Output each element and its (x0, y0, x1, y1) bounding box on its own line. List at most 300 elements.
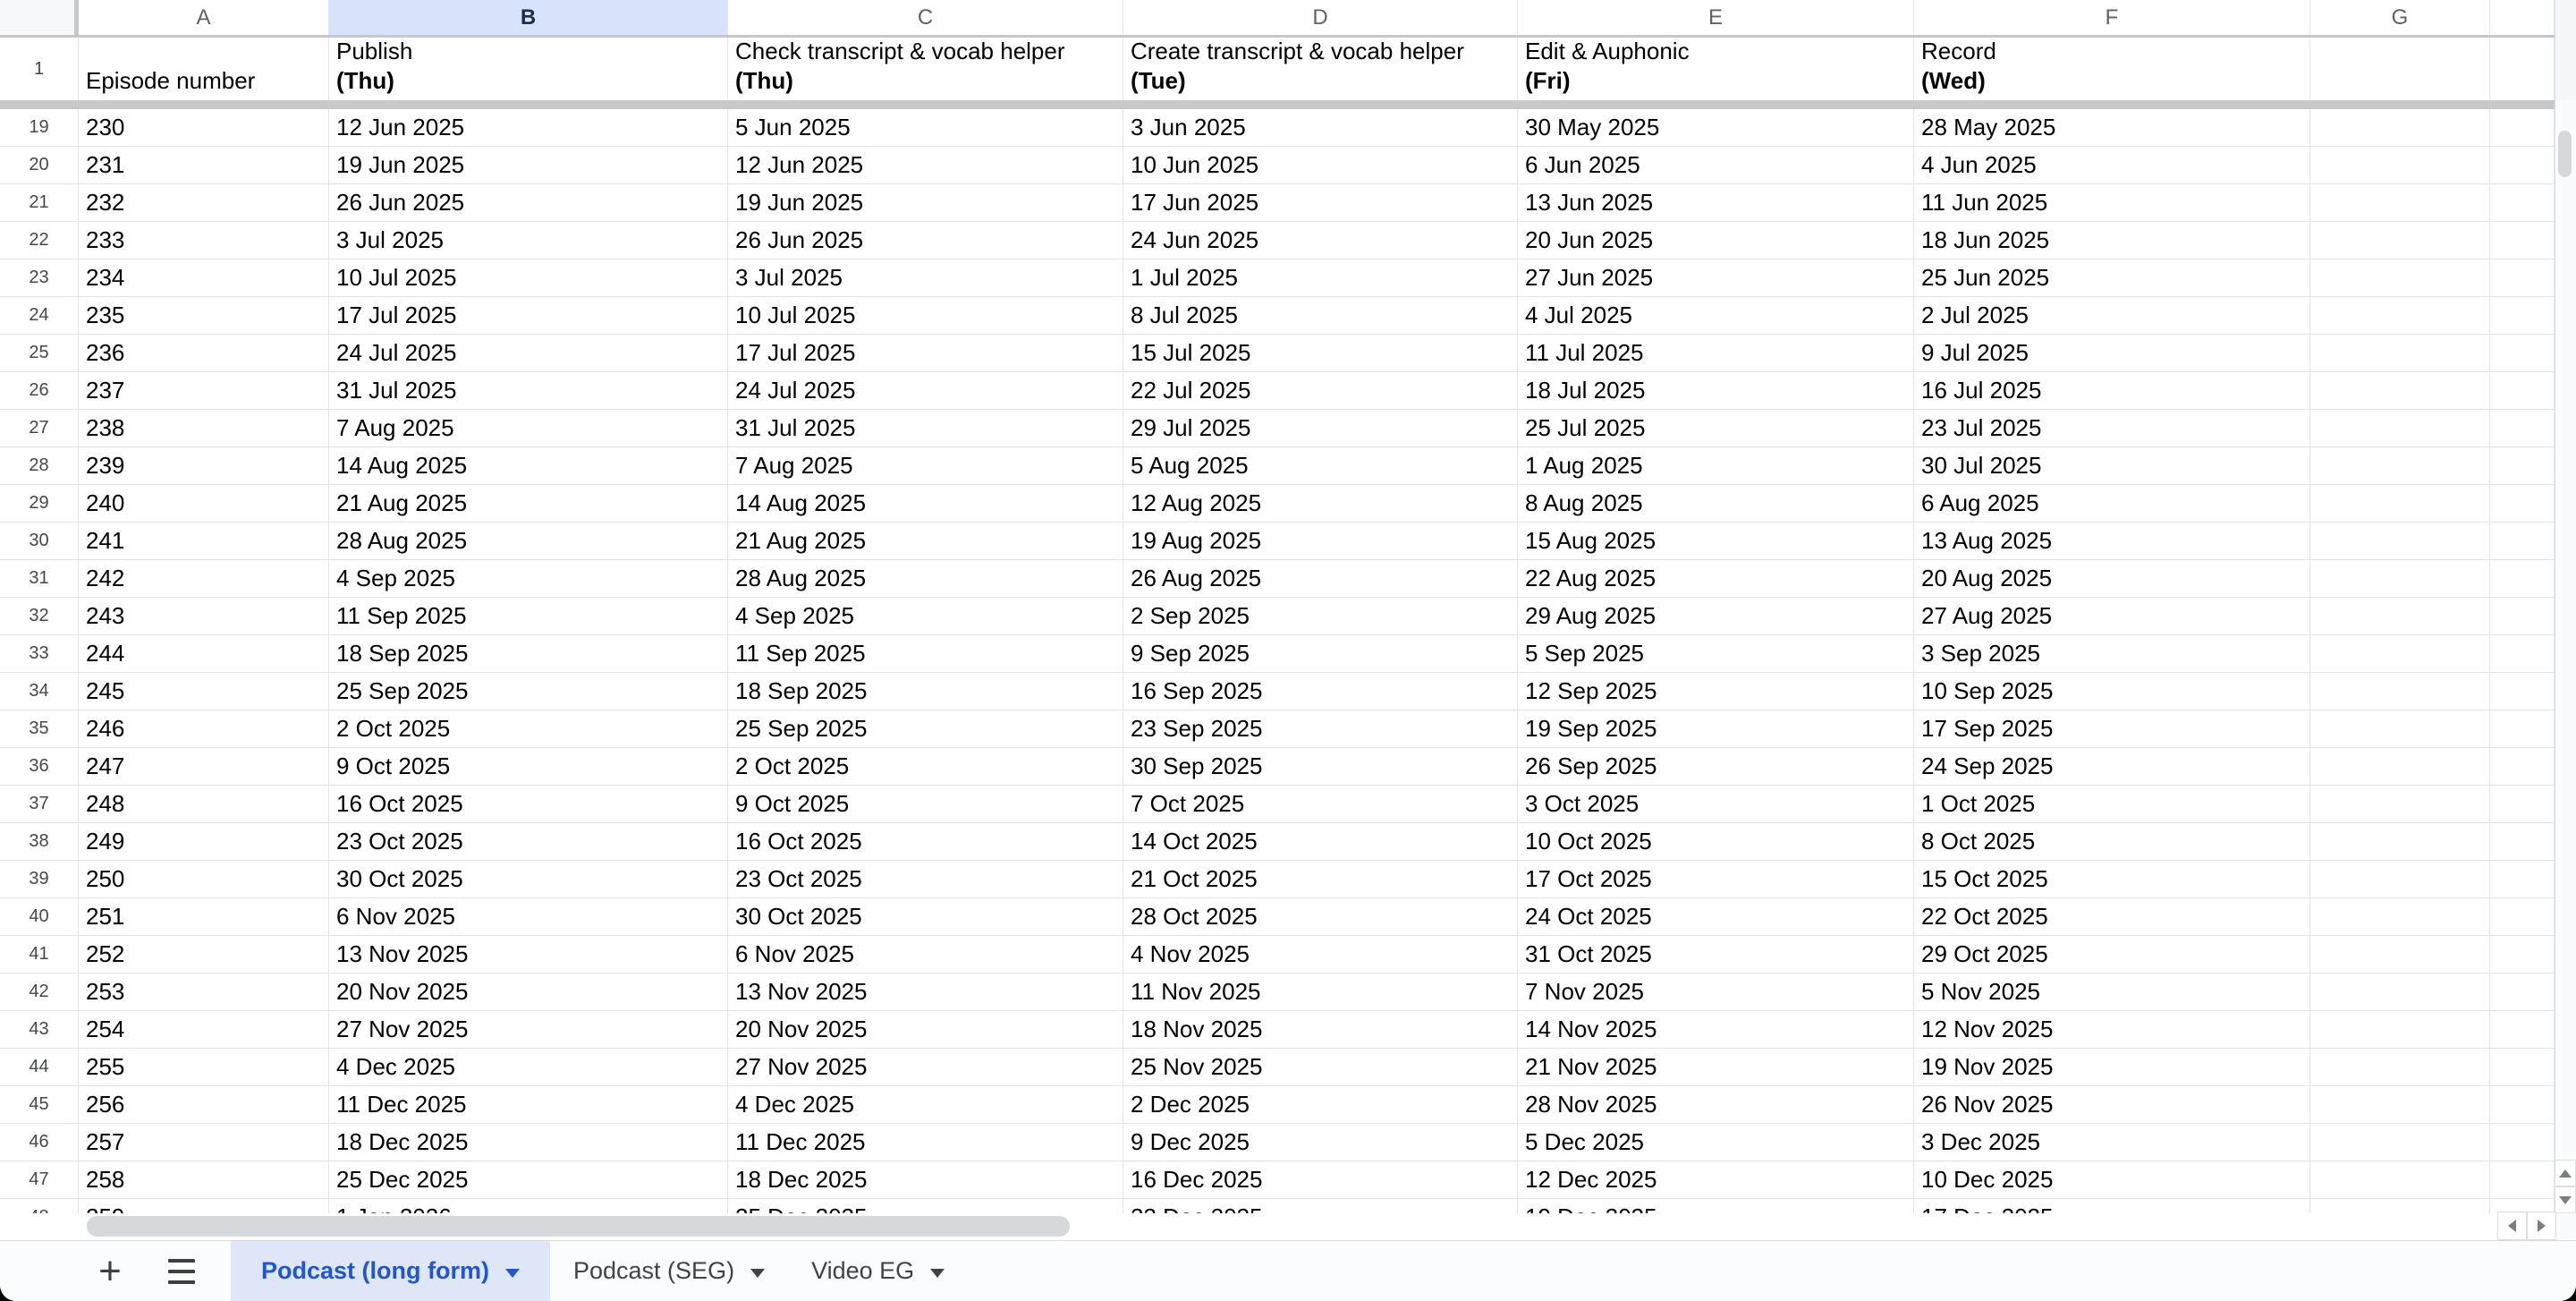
cell[interactable]: 16 Oct 2025 (728, 823, 1123, 861)
cell[interactable]: 24 Jul 2025 (329, 335, 728, 372)
caret-down-icon[interactable] (750, 1269, 765, 1278)
row-number[interactable]: 29 (0, 485, 79, 523)
row-number[interactable]: 42 (0, 974, 79, 1011)
cell[interactable]: 231 (79, 147, 329, 184)
cell[interactable]: 10 Jun 2025 (1123, 147, 1518, 184)
cell[interactable]: 30 Oct 2025 (329, 861, 728, 898)
cell[interactable]: 17 Jun 2025 (1123, 184, 1518, 222)
cell[interactable]: 3 Jul 2025 (329, 222, 728, 259)
cell[interactable] (2490, 372, 2555, 410)
cell[interactable]: 28 Nov 2025 (1518, 1086, 1914, 1124)
cell[interactable] (2310, 447, 2490, 485)
cell[interactable]: 22 Oct 2025 (1914, 898, 2310, 936)
cell[interactable]: 30 Oct 2025 (728, 898, 1123, 936)
cell[interactable]: 25 Dec 2025 (329, 1161, 728, 1199)
cell[interactable]: 14 Aug 2025 (728, 485, 1123, 523)
cell[interactable]: 2 Oct 2025 (329, 710, 728, 748)
cell[interactable] (2310, 523, 2490, 560)
cell[interactable]: 7 Aug 2025 (728, 447, 1123, 485)
cell[interactable]: 257 (79, 1124, 329, 1161)
cell[interactable]: 7 Aug 2025 (329, 410, 728, 447)
cell[interactable]: 17 Sep 2025 (1914, 710, 2310, 748)
cell[interactable]: 3 Jun 2025 (1123, 109, 1518, 147)
cell[interactable]: 25 Sep 2025 (329, 673, 728, 710)
cell[interactable] (2490, 1161, 2555, 1199)
cell[interactable]: 12 Sep 2025 (1518, 673, 1914, 710)
cell[interactable]: 17 Jul 2025 (329, 297, 728, 335)
cell[interactable]: 17 Oct 2025 (1518, 861, 1914, 898)
cell[interactable] (2490, 222, 2555, 259)
cell[interactable]: 236 (79, 335, 329, 372)
cell[interactable]: 31 Jul 2025 (728, 410, 1123, 447)
cell[interactable]: 258 (79, 1161, 329, 1199)
row-number[interactable]: 33 (0, 635, 79, 673)
cell[interactable]: 18 Dec 2025 (728, 1161, 1123, 1199)
cell[interactable]: 4 Jun 2025 (1914, 147, 2310, 184)
cell[interactable]: 2 Dec 2025 (1123, 1086, 1518, 1124)
column-header-E[interactable]: E (1518, 0, 1914, 35)
cell[interactable]: 245 (79, 673, 329, 710)
cell[interactable] (2310, 598, 2490, 635)
cell[interactable] (2310, 861, 2490, 898)
cell[interactable]: 3 Dec 2025 (1914, 1124, 2310, 1161)
cell[interactable]: 29 Oct 2025 (1914, 936, 2310, 974)
cell[interactable] (2490, 147, 2555, 184)
cell[interactable]: 17 Jul 2025 (728, 335, 1123, 372)
cell[interactable]: 250 (79, 861, 329, 898)
cell[interactable] (2310, 936, 2490, 974)
cell[interactable]: 1 Jul 2025 (1123, 259, 1518, 297)
cell[interactable] (2490, 1086, 2555, 1124)
cell[interactable]: 6 Nov 2025 (329, 898, 728, 936)
cell[interactable]: 3 Jul 2025 (728, 259, 1123, 297)
cell[interactable]: 8 Aug 2025 (1518, 485, 1914, 523)
sheet-tab-podcast-seg[interactable] (550, 1241, 788, 1301)
cell[interactable]: 22 Aug 2025 (1518, 560, 1914, 598)
cell[interactable] (2490, 898, 2555, 936)
row-number[interactable]: 26 (0, 372, 79, 410)
cell[interactable] (2490, 485, 2555, 523)
row-number[interactable]: 1 (0, 38, 79, 100)
row-number[interactable]: 21 (0, 184, 79, 222)
cell[interactable] (2490, 297, 2555, 335)
row-number[interactable]: 46 (0, 1124, 79, 1161)
cell[interactable]: 11 Jun 2025 (1914, 184, 2310, 222)
cell[interactable] (2490, 1011, 2555, 1049)
cell[interactable]: 20 Nov 2025 (728, 1011, 1123, 1049)
cell[interactable]: 10 Sep 2025 (1914, 673, 2310, 710)
cell[interactable]: 25 Jun 2025 (1914, 259, 2310, 297)
scroll-left-button[interactable] (2497, 1212, 2527, 1240)
cell[interactable] (2310, 673, 2490, 710)
sheet-tab-podcast-long-form[interactable] (231, 1241, 550, 1301)
cell[interactable] (2310, 1086, 2490, 1124)
cell[interactable] (2490, 974, 2555, 1011)
cell[interactable]: 12 Aug 2025 (1123, 485, 1518, 523)
cell[interactable]: 19 Jun 2025 (329, 147, 728, 184)
cell[interactable] (2490, 109, 2555, 147)
cell[interactable] (2490, 447, 2555, 485)
cell[interactable]: 12 Jun 2025 (329, 109, 728, 147)
row-number[interactable]: 44 (0, 1049, 79, 1086)
cell[interactable]: 247 (79, 748, 329, 786)
row-number[interactable]: 20 (0, 147, 79, 184)
cell[interactable] (2490, 598, 2555, 635)
cell[interactable]: 9 Sep 2025 (1123, 635, 1518, 673)
row-number[interactable]: 45 (0, 1086, 79, 1124)
row-number[interactable]: 39 (0, 861, 79, 898)
cell[interactable]: 8 Oct 2025 (1914, 823, 2310, 861)
column-header-A[interactable]: A (79, 0, 329, 35)
cell[interactable]: 10 Jul 2025 (329, 259, 728, 297)
cell[interactable]: 5 Sep 2025 (1518, 635, 1914, 673)
cell[interactable] (2310, 335, 2490, 372)
table-row (0, 635, 2555, 673)
cell[interactable]: 18 Sep 2025 (329, 635, 728, 673)
scroll-right-button[interactable] (2527, 1212, 2556, 1240)
cell[interactable] (2490, 259, 2555, 297)
cell[interactable]: 232 (79, 184, 329, 222)
cell[interactable] (2490, 861, 2555, 898)
cell[interactable]: 27 Aug 2025 (1914, 598, 2310, 635)
cell[interactable]: 13 Aug 2025 (1914, 523, 2310, 560)
cell[interactable] (2310, 898, 2490, 936)
cell[interactable]: 2 Oct 2025 (728, 748, 1123, 786)
cell[interactable]: 254 (79, 1011, 329, 1049)
cell[interactable]: 252 (79, 936, 329, 974)
cell[interactable]: 27 Nov 2025 (728, 1049, 1123, 1086)
cell[interactable]: 4 Nov 2025 (1123, 936, 1518, 974)
sheet-tab-video-eg[interactable] (788, 1241, 968, 1301)
cell[interactable] (2310, 1124, 2490, 1161)
table-row (0, 748, 2555, 786)
cell[interactable]: 2 Jul 2025 (1914, 297, 2310, 335)
cell[interactable]: 14 Oct 2025 (1123, 823, 1518, 861)
cell[interactable] (2310, 372, 2490, 410)
row-number[interactable]: 41 (0, 936, 79, 974)
cell[interactable]: 31 Jul 2025 (329, 372, 728, 410)
row-number[interactable]: 19 (0, 109, 79, 147)
cell[interactable]: 256 (79, 1086, 329, 1124)
cell[interactable] (2310, 485, 2490, 523)
cell[interactable]: 6 Nov 2025 (728, 936, 1123, 974)
cell[interactable] (2310, 109, 2490, 147)
cell[interactable]: 1 Aug 2025 (1518, 447, 1914, 485)
cell[interactable]: 11 Jul 2025 (1518, 335, 1914, 372)
cell[interactable]: 18 Jun 2025 (1914, 222, 2310, 259)
cell[interactable]: 11 Sep 2025 (728, 635, 1123, 673)
header-cell[interactable] (79, 38, 329, 100)
cell[interactable] (2310, 1161, 2490, 1199)
header-cell[interactable] (1914, 38, 2310, 100)
cell[interactable]: 30 Jul 2025 (1914, 447, 2310, 485)
row-number[interactable]: 36 (0, 748, 79, 786)
cell[interactable]: 25 Sep 2025 (728, 710, 1123, 748)
cell[interactable]: 11 Sep 2025 (329, 598, 728, 635)
cell[interactable]: 26 Jun 2025 (329, 184, 728, 222)
cell[interactable]: 12 Dec 2025 (1518, 1161, 1914, 1199)
all-sheets-button[interactable] (156, 1241, 208, 1301)
cell[interactable]: 14 Nov 2025 (1518, 1011, 1914, 1049)
cell[interactable]: 12 Nov 2025 (1914, 1011, 2310, 1049)
cell[interactable]: 19 Jun 2025 (728, 184, 1123, 222)
cell[interactable] (2310, 259, 2490, 297)
cell[interactable] (2310, 560, 2490, 598)
cell[interactable]: 11 Dec 2025 (728, 1124, 1123, 1161)
row-number[interactable]: 47 (0, 1161, 79, 1199)
cell[interactable]: 10 Jul 2025 (728, 297, 1123, 335)
cell[interactable] (2310, 823, 2490, 861)
cell[interactable] (2310, 635, 2490, 673)
cell[interactable] (2490, 1049, 2555, 1086)
cell[interactable]: 255 (79, 1049, 329, 1086)
cell[interactable]: 21 Nov 2025 (1518, 1049, 1914, 1086)
cell[interactable]: 4 Sep 2025 (329, 560, 728, 598)
cell[interactable]: 26 Jun 2025 (728, 222, 1123, 259)
cell[interactable] (2310, 222, 2490, 259)
cell[interactable]: 15 Oct 2025 (1914, 861, 2310, 898)
cell[interactable]: 9 Dec 2025 (1123, 1124, 1518, 1161)
row-number[interactable]: 24 (0, 297, 79, 335)
cell[interactable]: 24 Jul 2025 (728, 372, 1123, 410)
cell[interactable]: 30 May 2025 (1518, 109, 1914, 147)
frozen-row-divider[interactable] (0, 100, 2555, 109)
cell[interactable]: 5 Jun 2025 (728, 109, 1123, 147)
cell[interactable] (2490, 748, 2555, 786)
table-row (0, 1161, 2555, 1199)
cell[interactable]: 6 Aug 2025 (1914, 485, 2310, 523)
row-number[interactable]: 28 (0, 447, 79, 485)
cell[interactable]: 253 (79, 974, 329, 1011)
row-number[interactable]: 34 (0, 673, 79, 710)
cell[interactable]: 11 Nov 2025 (1123, 974, 1518, 1011)
row-number[interactable]: 23 (0, 259, 79, 297)
cell[interactable] (2310, 1011, 2490, 1049)
cell[interactable]: 18 Nov 2025 (1123, 1011, 1518, 1049)
cell[interactable]: 18 Dec 2025 (329, 1124, 728, 1161)
cell[interactable]: 30 Sep 2025 (1123, 748, 1518, 786)
sheet-tab-label: Video EG (811, 1257, 915, 1284)
header-cell[interactable] (2310, 38, 2490, 100)
cell[interactable]: 6 Jun 2025 (1518, 147, 1914, 184)
cell[interactable]: 12 Jun 2025 (728, 147, 1123, 184)
cell[interactable]: 19 Aug 2025 (1123, 523, 1518, 560)
row-number[interactable]: 30 (0, 523, 79, 560)
cell[interactable]: 26 Aug 2025 (1123, 560, 1518, 598)
cell[interactable]: 18 Jul 2025 (1518, 372, 1914, 410)
cell[interactable] (2490, 523, 2555, 560)
cell[interactable]: 25 Nov 2025 (1123, 1049, 1518, 1086)
cell[interactable]: 235 (79, 297, 329, 335)
cell[interactable]: 9 Oct 2025 (728, 786, 1123, 823)
cell[interactable]: 248 (79, 786, 329, 823)
header-cell[interactable] (329, 38, 728, 100)
cell[interactable]: 7 Nov 2025 (1518, 974, 1914, 1011)
cell[interactable]: 230 (79, 109, 329, 147)
cell[interactable]: 23 Oct 2025 (728, 861, 1123, 898)
cell[interactable]: 4 Dec 2025 (329, 1049, 728, 1086)
column-header-F[interactable]: F (1914, 0, 2310, 35)
caret-down-icon[interactable] (505, 1269, 520, 1278)
row-number[interactable]: 37 (0, 786, 79, 823)
cell[interactable] (2310, 786, 2490, 823)
cell[interactable] (2490, 823, 2555, 861)
cell[interactable]: 13 Nov 2025 (728, 974, 1123, 1011)
row-number[interactable]: 40 (0, 898, 79, 936)
cell[interactable]: 18 Sep 2025 (728, 673, 1123, 710)
header-cell[interactable] (1123, 38, 1518, 100)
row-number[interactable]: 22 (0, 222, 79, 259)
cell[interactable]: 244 (79, 635, 329, 673)
cell[interactable]: 9 Jul 2025 (1914, 335, 2310, 372)
cell[interactable]: 28 Aug 2025 (329, 523, 728, 560)
horizontal-scrollbar-thumb[interactable] (87, 1216, 1070, 1237)
cell[interactable]: 16 Dec 2025 (1123, 1161, 1518, 1199)
cell[interactable]: 239 (79, 447, 329, 485)
row-number[interactable]: 25 (0, 335, 79, 372)
cell[interactable]: 246 (79, 710, 329, 748)
header-cell[interactable] (1518, 38, 1914, 100)
cell[interactable]: 19 Nov 2025 (1914, 1049, 2310, 1086)
vertical-scrollbar-thumb[interactable] (2558, 131, 2572, 177)
cell[interactable]: 238 (79, 410, 329, 447)
header-cell[interactable] (728, 38, 1123, 100)
cell[interactable]: 23 Jul 2025 (1914, 410, 2310, 447)
cell[interactable]: 234 (79, 259, 329, 297)
column-header-partial[interactable] (2490, 0, 2555, 35)
cell[interactable]: 24 Sep 2025 (1914, 748, 2310, 786)
cell[interactable]: 29 Aug 2025 (1518, 598, 1914, 635)
cell[interactable] (2490, 635, 2555, 673)
cell[interactable]: 3 Oct 2025 (1518, 786, 1914, 823)
cell[interactable] (2490, 184, 2555, 222)
cell[interactable]: 26 Nov 2025 (1914, 1086, 2310, 1124)
cell[interactable]: 237 (79, 372, 329, 410)
cell[interactable]: 243 (79, 598, 329, 635)
cell[interactable]: 233 (79, 222, 329, 259)
cell[interactable]: 10 Dec 2025 (1914, 1161, 2310, 1199)
cell[interactable] (2490, 560, 2555, 598)
cell[interactable]: 2 Sep 2025 (1123, 598, 1518, 635)
cell[interactable]: 4 Jul 2025 (1518, 297, 1914, 335)
cell[interactable] (2310, 147, 2490, 184)
cell[interactable]: 3 Sep 2025 (1914, 635, 2310, 673)
cell[interactable]: 13 Nov 2025 (329, 936, 728, 974)
cell[interactable]: 28 May 2025 (1914, 109, 2310, 147)
caret-down-icon[interactable] (930, 1269, 945, 1278)
cell[interactable] (2310, 410, 2490, 447)
cell[interactable]: 5 Aug 2025 (1123, 447, 1518, 485)
column-header-G[interactable]: G (2310, 0, 2490, 35)
cell[interactable] (2310, 974, 2490, 1011)
cell[interactable]: 9 Oct 2025 (329, 748, 728, 786)
cell[interactable] (2490, 335, 2555, 372)
cell[interactable]: 23 Oct 2025 (329, 823, 728, 861)
cell[interactable] (2490, 710, 2555, 748)
cell[interactable]: 23 Sep 2025 (1123, 710, 1518, 748)
row-number[interactable]: 27 (0, 410, 79, 447)
cell[interactable]: 24 Oct 2025 (1518, 898, 1914, 936)
cell[interactable]: 27 Jun 2025 (1518, 259, 1914, 297)
cell[interactable]: 16 Jul 2025 (1914, 372, 2310, 410)
header-cell-line1: Check transcript & vocab helper (735, 38, 1065, 64)
cell[interactable] (2310, 748, 2490, 786)
cell[interactable]: 8 Jul 2025 (1123, 297, 1518, 335)
column-header-B[interactable]: B (329, 0, 728, 35)
cell[interactable]: 10 Oct 2025 (1518, 823, 1914, 861)
cell[interactable] (2310, 1049, 2490, 1086)
header-cell[interactable] (2490, 38, 2555, 100)
cell[interactable]: 26 Sep 2025 (1518, 748, 1914, 786)
cell[interactable]: 20 Nov 2025 (329, 974, 728, 1011)
row-number[interactable]: 38 (0, 823, 79, 861)
cell[interactable]: 240 (79, 485, 329, 523)
cell[interactable] (2490, 410, 2555, 447)
cell[interactable]: 28 Aug 2025 (728, 560, 1123, 598)
cell[interactable]: 1 Oct 2025 (1914, 786, 2310, 823)
cell[interactable]: 28 Oct 2025 (1123, 898, 1518, 936)
cell[interactable]: 29 Jul 2025 (1123, 410, 1518, 447)
table-row (0, 974, 2555, 1011)
scroll-down-button[interactable] (2555, 1186, 2576, 1213)
cell[interactable]: 11 Dec 2025 (329, 1086, 728, 1124)
cell[interactable]: 20 Aug 2025 (1914, 560, 2310, 598)
cell[interactable]: 7 Oct 2025 (1123, 786, 1518, 823)
column-header-C[interactable]: C (728, 0, 1123, 35)
cell[interactable]: 251 (79, 898, 329, 936)
row-number[interactable]: 32 (0, 598, 79, 635)
cell[interactable]: 13 Jun 2025 (1518, 184, 1914, 222)
cell[interactable]: 27 Nov 2025 (329, 1011, 728, 1049)
cell[interactable]: 15 Aug 2025 (1518, 523, 1914, 560)
cell[interactable] (2310, 184, 2490, 222)
row-number[interactable]: 35 (0, 710, 79, 748)
cell[interactable]: 24 Jun 2025 (1123, 222, 1518, 259)
cell[interactable]: 19 Sep 2025 (1518, 710, 1914, 748)
cell[interactable]: 241 (79, 523, 329, 560)
scroll-up-button[interactable] (2555, 1160, 2576, 1186)
cell[interactable]: 15 Jul 2025 (1123, 335, 1518, 372)
add-sheet-button[interactable] (84, 1241, 136, 1301)
cell[interactable]: 31 Oct 2025 (1518, 936, 1914, 974)
column-header-D[interactable]: D (1123, 0, 1518, 35)
cell[interactable] (2490, 786, 2555, 823)
cell[interactable]: 16 Oct 2025 (329, 786, 728, 823)
cell[interactable]: 242 (79, 560, 329, 598)
select-all-corner[interactable] (0, 0, 79, 35)
cell[interactable]: 25 Jul 2025 (1518, 410, 1914, 447)
cell[interactable] (2490, 673, 2555, 710)
cell[interactable]: 5 Dec 2025 (1518, 1124, 1914, 1161)
cell[interactable]: 21 Oct 2025 (1123, 861, 1518, 898)
cell[interactable]: 4 Sep 2025 (728, 598, 1123, 635)
cell[interactable]: 20 Jun 2025 (1518, 222, 1914, 259)
cell[interactable] (2310, 297, 2490, 335)
cell[interactable]: 4 Dec 2025 (728, 1086, 1123, 1124)
cell[interactable]: 21 Aug 2025 (329, 485, 728, 523)
cell[interactable]: 22 Jul 2025 (1123, 372, 1518, 410)
cell[interactable]: 249 (79, 823, 329, 861)
row-number[interactable]: 43 (0, 1011, 79, 1049)
cell[interactable]: 5 Nov 2025 (1914, 974, 2310, 1011)
cell[interactable] (2490, 1124, 2555, 1161)
cell[interactable]: 14 Aug 2025 (329, 447, 728, 485)
cell[interactable]: 16 Sep 2025 (1123, 673, 1518, 710)
cell[interactable] (2490, 936, 2555, 974)
row-number[interactable]: 31 (0, 560, 79, 598)
cell[interactable] (2310, 710, 2490, 748)
cell[interactable]: 21 Aug 2025 (728, 523, 1123, 560)
